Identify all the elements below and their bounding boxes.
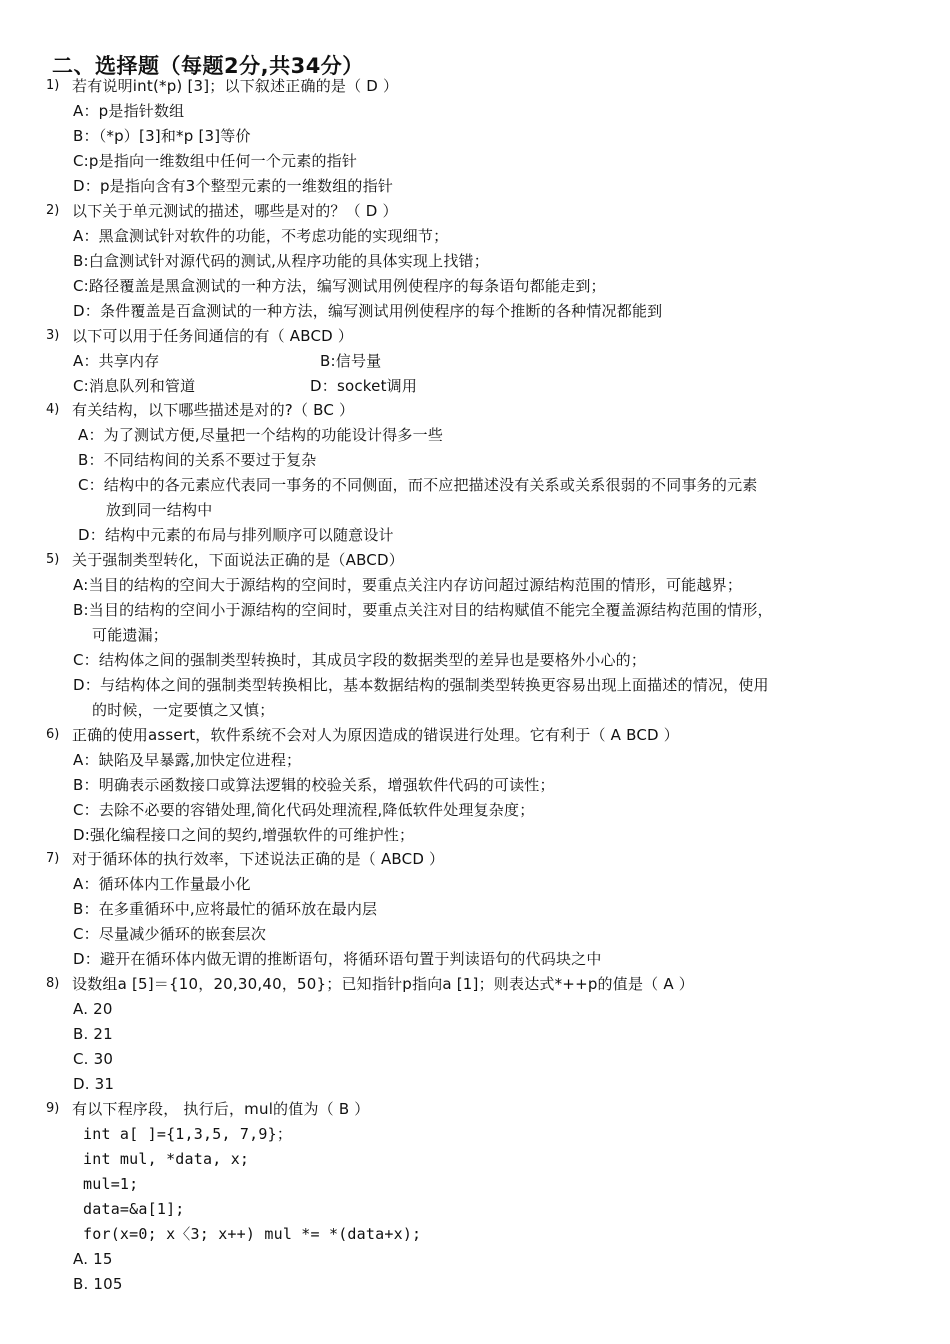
option-c: C:路径覆盖是黑盒测试的一种方法，编写测试用例使程序的每条语句都能走到； <box>73 277 606 295</box>
option-b: B：（*p）[3]和*p [3]等价 <box>73 127 251 145</box>
option-b: B：不同结构间的关系不要过于复杂 <box>78 451 317 469</box>
code-line: int mul, *data, x; <box>83 1150 250 1168</box>
code-line: for(x=0; x〈3; x++) mul *= *(data+x); <box>83 1225 422 1243</box>
option-d-continued: 的时候，一定要慎之又慎； <box>92 701 275 719</box>
option-a: A:当目的结构的空间大于源结构的空间时，要重点关注内存访问超过源结构范围的情形，可能越界； <box>73 576 743 594</box>
question-stem: 以下关于单元测试的描述，哪些是对的？（ D ） <box>72 202 398 220</box>
option-a: A：共享内存 <box>73 352 160 370</box>
option-c: C:p是指向一维数组中任何一个元素的指针 <box>73 152 358 170</box>
option-d: D：p是指向含有3个整型元素的一维数组的指针 <box>73 177 394 195</box>
question-stem: 有关结构，以下哪些描述是对的?（ BC ） <box>72 401 355 419</box>
option-b: B:白盒测试针对源代码的测试,从程序功能的具体实现上找错； <box>73 252 489 270</box>
code-line: mul=1; <box>83 1175 139 1193</box>
option-c-continued: 放到同一结构中 <box>106 501 213 519</box>
question-number: 8) <box>46 976 60 991</box>
option-a: A：黑盒测试针对软件的功能，不考虑功能的实现细节； <box>73 227 449 245</box>
option-a: A：p是指针数组 <box>73 102 185 120</box>
option-a: A. 15 <box>73 1250 113 1268</box>
option-b: B：在多重循环中,应将最忙的循环放在最内层 <box>73 900 378 918</box>
question-number: 3) <box>46 328 60 343</box>
option-b: B:信号量 <box>320 352 382 370</box>
option-c: C：尽量减少循环的嵌套层次 <box>73 925 267 943</box>
option-c: C：结构中的各元素应代表同一事务的不同侧面，而不应把描述没有关系或关系很弱的不同事务的元素 <box>78 476 758 494</box>
option-d: D：避开在循环体内做无谓的推断语句，将循环语句置于判读语句的代码块之中 <box>73 950 602 968</box>
option-d: D：结构中元素的布局与排列顺序可以随意设计 <box>78 526 394 544</box>
question-number: 5) <box>46 552 60 567</box>
option-d: D：与结构体之间的强制类型转换相比，基本数据结构的强制类型转换更容易出现上面描述的情况，使用 <box>73 676 769 694</box>
option-b: B:当目的结构的空间小于源结构的空间时，要重点关注对目的结构赋值不能完全覆盖源结构范围的情形， <box>73 601 773 619</box>
option-b: B：明确表示函数接口或算法逻辑的校验关系，增强软件代码的可读性； <box>73 776 555 794</box>
option-d: D. 31 <box>73 1075 115 1093</box>
option-d: D:强化编程接口之间的契约,增强软件的可维护性； <box>73 826 415 844</box>
question-stem: 正确的使用assert，软件系统不会对人为原因造成的错误进行处理。它有利于（ A BCD ） <box>72 726 679 744</box>
question-stem: 有以下程序段， 执行后，mul的值为（ B ） <box>72 1100 370 1118</box>
question-number: 9) <box>46 1101 60 1116</box>
option-a: A：为了测试方便,尽量把一个结构的功能设计得多一些 <box>78 426 444 444</box>
question-stem: 对于循环体的执行效率，下述说法正确的是（ ABCD ） <box>72 850 445 868</box>
code-line: int a[ ]={1,3,5, 7,9}； <box>83 1125 293 1143</box>
question-stem: 关于强制类型转化，下面说法正确的是（ABCD） <box>72 551 404 569</box>
option-a: A：缺陷及早暴露,加快定位进程； <box>73 751 302 769</box>
question-stem: 若有说明int(*p) [3]；以下叙述正确的是（ D ） <box>72 77 399 95</box>
option-b-continued: 可能遗漏； <box>92 626 169 644</box>
question-stem: 以下可以用于任务间通信的有（ ABCD ） <box>72 327 354 345</box>
section-title: 二、选择题（每题2分,共34分） <box>52 54 364 78</box>
option-c: C：去除不必要的容错处理,简化代码处理流程,降低软件处理复杂度； <box>73 801 535 819</box>
question-number: 1) <box>46 78 60 93</box>
option-d: D：socket调用 <box>310 377 418 395</box>
question-stem: 设数组a [5]＝{10，20,30,40，50}；已知指针p指向a [1]；则表达式*++p的值是（ A ） <box>72 975 694 993</box>
question-number: 2) <box>46 203 60 218</box>
option-a: A：循环体内工作量最小化 <box>73 875 251 893</box>
question-number: 6) <box>46 727 60 742</box>
option-d: D：条件覆盖是百盒测试的一种方法，编写测试用例使程序的每个推断的各种情况都能到 <box>73 302 663 320</box>
option-b: B. 105 <box>73 1275 123 1293</box>
option-a: A. 20 <box>73 1000 113 1018</box>
question-number: 7) <box>46 851 60 866</box>
question-number: 4) <box>46 402 60 417</box>
code-line: data=&a[1]; <box>83 1200 185 1218</box>
option-c: C. 30 <box>73 1050 114 1068</box>
option-c: C:消息队列和管道 <box>73 377 196 395</box>
option-b: B. 21 <box>73 1025 113 1043</box>
option-c: C：结构体之间的强制类型转换时，其成员字段的数据类型的差异也是要格外小心的； <box>73 651 647 669</box>
